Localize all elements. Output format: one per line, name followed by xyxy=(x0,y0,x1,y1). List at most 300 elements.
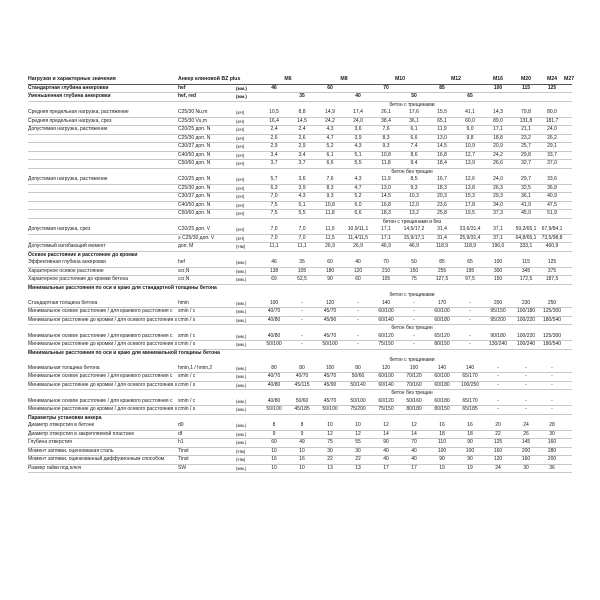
value-cell: 28 xyxy=(549,422,555,429)
row-unit: (мм.) xyxy=(236,407,247,413)
value-cell: 18,8 xyxy=(493,134,503,141)
value-cell: 10,9/11,1 xyxy=(347,226,369,233)
value-cell: 50 xyxy=(411,259,417,266)
value-cell: 30 xyxy=(549,430,555,437)
value-cell: 180 xyxy=(325,267,335,274)
row-label: Диаметр отверстия в закрепляемой пластине xyxy=(28,430,135,437)
value-cell: 50/60 xyxy=(351,373,365,380)
row-symbol: доп. M xyxy=(178,243,194,250)
row-unit: (кН) xyxy=(236,144,245,150)
value-cell: 50/100 xyxy=(350,397,366,404)
value-cell: 13,0 xyxy=(437,134,447,141)
value-cell: 127,5 xyxy=(435,276,449,283)
row-label: Минимальное расстояние до кромки / для осевого расстояния s xyxy=(28,341,178,348)
value-cell: 16 xyxy=(439,422,445,429)
value-cell: 118,9 xyxy=(435,243,449,250)
value-cell: 50/100 xyxy=(266,341,282,348)
value-cell: 345 xyxy=(521,267,531,274)
value-cell: 17,1 xyxy=(381,234,391,241)
value-cell: 40 xyxy=(411,456,417,463)
value-cell: 6,3 xyxy=(270,184,278,191)
table-row xyxy=(28,300,572,308)
value-cell: - xyxy=(357,308,359,315)
value-cell: 150 xyxy=(493,276,503,283)
value-cell: 95/150 xyxy=(490,308,506,315)
value-cell: 80/180 xyxy=(406,406,422,413)
value-cell: 60 xyxy=(271,439,277,446)
value-cell: 60/100 xyxy=(378,373,394,380)
value-cell: 2,4 xyxy=(270,126,278,133)
value-cell: 60 xyxy=(355,276,361,283)
row-unit: (кН) xyxy=(236,118,245,124)
row-unit: (кН) xyxy=(236,177,245,183)
row-symbol: C50/60 доп. N xyxy=(178,210,211,217)
table-row xyxy=(28,184,572,193)
value-cell: 11,8 xyxy=(381,160,391,167)
value-cell: 5,5 xyxy=(354,160,362,167)
value-cell: 160 xyxy=(547,439,557,446)
table-row xyxy=(28,398,572,406)
value-cell: 59,2/65,1 xyxy=(515,226,537,233)
value-cell: 49 xyxy=(299,439,305,446)
section-title: Минимальные расстояния по оси и краю для стандартной толщины бетона xyxy=(28,284,217,291)
value-cell: 60/180 xyxy=(434,316,450,323)
row-symbol: hef, red xyxy=(178,93,197,100)
value-cell: 15,5 xyxy=(437,109,447,116)
row-label: Момент затяжки, оцинкованный диффузионным способом xyxy=(28,456,165,463)
value-cell: 4,3 xyxy=(326,126,334,133)
value-cell: 18 xyxy=(439,430,445,437)
value-cell: 105 xyxy=(381,276,391,283)
condition-note-row xyxy=(28,168,572,176)
value-cell: 4,7 xyxy=(354,184,362,191)
value-cell: - xyxy=(497,373,499,380)
value-cell: 100/240 xyxy=(516,341,536,348)
value-cell: 6,6 xyxy=(326,160,334,167)
value-cell: 105 xyxy=(297,267,307,274)
value-cell: 140 xyxy=(465,364,475,371)
value-cell: 90 xyxy=(383,439,389,446)
value-cell: 45/70 xyxy=(323,308,337,315)
size-m6: M6 xyxy=(284,76,292,83)
value-cell: 80 xyxy=(355,364,361,371)
value-cell: 12 xyxy=(383,422,389,429)
value-cell: 8 xyxy=(300,422,304,429)
value-cell: 65/120 xyxy=(434,332,450,339)
table-row xyxy=(28,143,572,152)
table-row xyxy=(28,210,572,219)
row-unit: (мм.) xyxy=(236,342,247,348)
value-cell: 24 xyxy=(523,422,529,429)
row-label: Эффективная глубина анкеровки xyxy=(28,259,106,266)
value-cell: 80,0 xyxy=(547,109,557,116)
value-cell: 8,6 xyxy=(410,151,418,158)
value-cell: 23,6 xyxy=(437,201,447,208)
row-symbol: C20/25 доп. N xyxy=(178,126,211,133)
value-cell: 19 xyxy=(439,464,445,471)
table-row xyxy=(28,276,572,285)
condition-note: бетон с трещинами xyxy=(389,357,435,364)
value-cell: 45,9 xyxy=(521,210,531,217)
value-cell: 12,6 xyxy=(465,176,475,183)
value-cell: 60 xyxy=(327,259,333,266)
value-cell: - xyxy=(469,299,471,306)
value-cell: 65,1 xyxy=(437,117,447,124)
value-cell: 50/100 xyxy=(322,406,338,413)
value-cell: 18,3 xyxy=(381,210,391,217)
value-cell: 90/180 xyxy=(490,332,506,339)
value-cell: 9,3 xyxy=(326,193,334,200)
value-cell: 13,0 xyxy=(381,184,391,191)
value-cell: 80 xyxy=(299,364,305,371)
row-label xyxy=(28,160,178,169)
value-cell: - xyxy=(413,341,415,348)
row-label xyxy=(28,134,178,143)
table-row xyxy=(28,201,572,210)
value-cell: 2,4 xyxy=(298,126,306,133)
value-cell: 23,6/31,4 xyxy=(459,226,481,233)
value-cell: - xyxy=(525,373,527,380)
row-symbol: cmin / s xyxy=(178,341,196,348)
value-cell: 375 xyxy=(547,267,557,274)
value-cell: 6,1 xyxy=(326,151,334,158)
value-cell: 4,3 xyxy=(298,193,306,200)
value-cell: 45/185 xyxy=(294,406,310,413)
value-cell: - xyxy=(413,308,415,315)
value-cell xyxy=(484,93,512,102)
row-symbol: smin / c xyxy=(178,332,196,339)
value-cell: 70/120 xyxy=(406,373,422,380)
condition-note: бетон без трещин xyxy=(391,325,433,332)
value-cell: 70 xyxy=(383,84,389,91)
value-cell: 37,0 xyxy=(547,160,557,167)
spacer xyxy=(28,218,260,226)
size-m27: M27 xyxy=(564,76,575,83)
value-cell: 11,5 xyxy=(325,234,335,241)
value-cell: 3,7 xyxy=(298,160,306,167)
row-label: Минимальное расстояние до кромки / для осевого расстояния s xyxy=(28,316,178,323)
value-cell: 7,0 xyxy=(298,234,306,241)
value-cell: 230 xyxy=(521,299,531,306)
value-cell: 22 xyxy=(495,430,501,437)
value-cell: 100/250 xyxy=(460,381,480,388)
value-cell: 97,5 xyxy=(465,276,475,283)
condition-note: бетон с трещинами xyxy=(389,101,435,108)
condition-note-row xyxy=(28,325,572,333)
value-cell: 10 xyxy=(299,464,305,471)
value-cell: 196,0 xyxy=(491,243,505,250)
value-cell: 64,8/65,1 xyxy=(515,234,537,241)
value-cell: 40/70 xyxy=(267,308,281,315)
condition-note: бетон без трещин xyxy=(391,168,433,175)
value-cell: 30 xyxy=(327,447,333,454)
row-symbol: C40/50 доп. N xyxy=(178,151,211,158)
value-cell: 13 xyxy=(327,464,333,471)
value-cell: 90 xyxy=(439,456,445,463)
value-cell: 200 xyxy=(547,456,557,463)
value-cell: 41,9 xyxy=(521,201,531,208)
value-cell: 12 xyxy=(355,430,361,437)
value-cell: 145 xyxy=(521,439,531,446)
value-cell: 7,6 xyxy=(382,126,390,133)
table-row xyxy=(28,341,572,350)
table-row xyxy=(28,439,572,448)
row-symbol: C20/25 доп. N xyxy=(178,176,211,183)
value-cell: 17,4 xyxy=(353,109,363,116)
row-unit: (кН) xyxy=(236,235,245,241)
value-cell: 16,8 xyxy=(381,201,391,208)
value-cell: 30 xyxy=(523,464,529,471)
value-cell: 26,2 xyxy=(547,134,557,141)
value-cell: - xyxy=(525,364,527,371)
value-cell: 3,6 xyxy=(298,176,306,183)
value-cell: - xyxy=(301,299,303,306)
row-label: Допустимая нагрузка, срез xyxy=(28,226,91,233)
value-cell xyxy=(372,93,400,102)
row-symbol: C20/25 доп. V xyxy=(178,226,211,233)
value-cell: 25,8 xyxy=(437,210,447,217)
row-unit: (кН) xyxy=(236,152,245,158)
value-cell: 7,0 xyxy=(270,234,278,241)
value-cell: 3,9 xyxy=(354,134,362,141)
value-cell: 8,5 xyxy=(410,176,418,183)
row-label: Минимальное осевое расстояние / для краевого расстояния с xyxy=(28,373,173,380)
value-cell: 60/120 xyxy=(378,397,394,404)
value-cell: 8,8 xyxy=(298,109,306,116)
row-label: Допустимая нагрузка, растяжение xyxy=(28,126,108,133)
row-label: Глубина отверстия xyxy=(28,439,72,446)
value-cell: 9,3 xyxy=(382,143,390,150)
value-cell: 60/140 xyxy=(378,381,394,388)
row-label xyxy=(28,201,178,210)
value-cell: 172,5 xyxy=(519,276,533,283)
value-cell: - xyxy=(551,406,553,413)
value-cell: 10,5 xyxy=(269,109,279,116)
row-label: Допустимый изгибающий момент xyxy=(28,243,106,250)
row-label: Минимальная толщина бетона xyxy=(28,364,100,371)
condition-note-row xyxy=(28,357,572,365)
value-cell: 24,0 xyxy=(547,126,557,133)
row-symbol: C25/30 Vu,m xyxy=(178,117,207,124)
value-cell: 24,2 xyxy=(325,117,335,124)
row-label: Диаметр отверстия в бетоне xyxy=(28,422,95,429)
value-cell: 125 xyxy=(493,439,503,446)
value-cell: 24,2 xyxy=(493,151,503,158)
value-cell: 140 xyxy=(381,299,391,306)
value-cell: - xyxy=(469,332,471,339)
value-cell: 85 xyxy=(439,259,445,266)
row-label: Средняя предельная нагрузка, растяжение xyxy=(28,109,129,116)
value-cell: 40/70 xyxy=(295,373,309,380)
value-cell: - xyxy=(551,364,553,371)
value-cell: 60/100 xyxy=(378,308,394,315)
value-cell: 65/170 xyxy=(462,397,478,404)
table-row xyxy=(28,93,572,102)
spacer xyxy=(28,101,260,109)
row-unit: (кН) xyxy=(236,127,245,133)
value-cell: - xyxy=(357,341,359,348)
value-cell: 75/150 xyxy=(378,341,394,348)
value-cell: 100 xyxy=(325,364,335,371)
value-cell: 2,6 xyxy=(298,134,306,141)
value-cell: 13,8 xyxy=(465,184,475,191)
value-cell: 16,8 xyxy=(437,151,447,158)
value-cell: 4,3 xyxy=(354,176,362,183)
condition-note: бетон с трещинами и без xyxy=(382,218,442,225)
value-cell: 5,2 xyxy=(354,193,362,200)
row-symbol: hef xyxy=(178,259,185,266)
row-symbol: hmin xyxy=(178,299,189,306)
value-cell: 60/180 xyxy=(434,397,450,404)
anchor-name: Анкер клиновой BZ plus xyxy=(178,76,241,83)
value-cell: 3,7 xyxy=(270,160,278,167)
value-cell: 60/180 xyxy=(434,381,450,388)
row-symbol: hmin,1 / hmin,2 xyxy=(178,364,213,371)
spacer xyxy=(28,390,260,398)
section-row xyxy=(28,284,572,292)
value-cell: - xyxy=(301,341,303,348)
row-symbol: C50/60 доп. N xyxy=(178,160,211,167)
value-cell: 11,8 xyxy=(325,210,335,217)
value-cell: 14,5 xyxy=(297,117,307,124)
value-cell: 7,6 xyxy=(326,176,334,183)
value-cell: 14,9 xyxy=(325,109,335,116)
value-cell: 18,4 xyxy=(437,160,447,167)
value-cell: 120 xyxy=(381,364,391,371)
table-row xyxy=(28,226,572,234)
value-cell: 8,3 xyxy=(326,184,334,191)
value-cell: 3,6 xyxy=(354,126,362,133)
table-row xyxy=(28,126,572,135)
row-label: Характерное осевое расстояние xyxy=(28,267,104,274)
value-cell: 75/150 xyxy=(378,406,394,413)
value-cell: 333,1 xyxy=(519,243,533,250)
row-unit: (мм.) xyxy=(236,465,247,471)
value-cell: 20 xyxy=(495,422,501,429)
section-title: Осевое расстояние и расстояние до кромки xyxy=(28,251,138,258)
row-label: Момент затяжки, оценнованая сталь xyxy=(28,447,114,454)
value-cell: 100 xyxy=(269,299,279,306)
value-cell: - xyxy=(301,332,303,339)
value-cell: 40/80 xyxy=(267,316,281,323)
value-cell: 34,0 xyxy=(493,201,503,208)
row-unit: (Нм) xyxy=(236,457,246,463)
value-cell: 5,1 xyxy=(354,151,362,158)
value-cell: 125 xyxy=(547,259,557,266)
value-cell: 5,2 xyxy=(326,143,334,150)
row-symbol: h1 xyxy=(178,439,184,446)
value-cell: 60/100 xyxy=(434,373,450,380)
size-m8: M8 xyxy=(340,76,348,83)
value-cell: 9,4 xyxy=(410,160,418,167)
row-unit: (мм.) xyxy=(236,260,247,266)
table-row xyxy=(28,176,572,184)
row-label: Размер гайки под ключ xyxy=(28,464,82,471)
row-symbol: smin / c xyxy=(178,397,196,404)
value-cell: 8 xyxy=(272,422,276,429)
value-cell: 138 xyxy=(269,267,279,274)
value-cell: - xyxy=(497,364,499,371)
value-cell: 65/185 xyxy=(462,406,478,413)
datasheet xyxy=(28,76,575,473)
value-cell: 14 xyxy=(383,430,389,437)
value-cell: 80/150 xyxy=(434,406,450,413)
size-m16: M16 xyxy=(492,76,504,83)
value-cell: - xyxy=(357,316,359,323)
value-cell: 12 xyxy=(327,430,333,437)
table-row xyxy=(28,193,572,202)
value-cell: 10,3 xyxy=(409,193,419,200)
value-cell: 25,7 xyxy=(521,143,531,150)
value-cell xyxy=(540,93,564,102)
value-cell: 8,3 xyxy=(382,134,390,141)
condition-note-row xyxy=(28,101,572,109)
row-unit: (кН) xyxy=(236,202,245,208)
row-label: Минимальное расстояние до кромки / для осевого расстояния s xyxy=(28,406,178,413)
value-cell: 3,4 xyxy=(270,151,278,158)
value-cell: 46,9 xyxy=(381,243,391,250)
value-cell: 115 xyxy=(521,84,531,91)
row-unit: (мм.) xyxy=(236,365,247,371)
value-cell: 181,7 xyxy=(545,117,559,124)
row-unit: (мм.) xyxy=(236,431,247,437)
value-cell: 60 xyxy=(327,84,333,91)
value-cell: 6,6 xyxy=(354,210,362,217)
value-cell: 31,4 xyxy=(437,234,447,241)
value-cell: 200 xyxy=(493,299,503,306)
value-cell: 45/90 xyxy=(323,316,337,323)
table-row xyxy=(28,422,572,430)
value-cell: 125/300 xyxy=(542,332,562,339)
value-cell: 40 xyxy=(355,259,361,266)
value-cell: 60,0 xyxy=(465,117,475,124)
value-cell: 90 xyxy=(327,276,333,283)
value-cell: 60/140 xyxy=(378,316,394,323)
value-cell: 85 xyxy=(439,84,445,91)
value-cell: 40/80 xyxy=(267,332,281,339)
row-unit: (мм.) xyxy=(236,85,247,91)
value-cell: 26,9 xyxy=(325,243,335,250)
row-unit: (мм.) xyxy=(236,309,247,315)
value-cell xyxy=(260,93,288,102)
value-cell: 14,5 xyxy=(437,143,447,150)
value-cell: 26,1 xyxy=(381,109,391,116)
row-label xyxy=(28,143,178,152)
value-cell: - xyxy=(525,406,527,413)
value-cell: - xyxy=(413,299,415,306)
value-cell: 110 xyxy=(438,439,446,446)
table-row xyxy=(28,406,572,415)
value-cell: 67,9/84,1 xyxy=(541,226,563,233)
value-cell: 100 xyxy=(493,84,503,91)
row-label: Минимальное осевое расстояние / для краевого расстояния с xyxy=(28,332,173,339)
value-cell: 29,3 xyxy=(493,193,503,200)
value-cell: 70/160 xyxy=(406,381,422,388)
row-unit: (кН) xyxy=(236,211,245,217)
table-row xyxy=(28,447,572,456)
value-cell: 40/80 xyxy=(267,397,281,404)
value-cell: 150 xyxy=(409,267,419,274)
value-cell: - xyxy=(525,397,527,404)
value-cell: 33,6 xyxy=(547,176,557,183)
value-cell: 70 xyxy=(383,259,389,266)
row-symbol: C30/37 доп. N xyxy=(178,193,211,200)
row-unit: (мм.) xyxy=(236,268,247,274)
value-cell: 7,5 xyxy=(270,210,278,217)
value-cell: 36,8 xyxy=(547,184,557,191)
value-cell: - xyxy=(357,332,359,339)
row-unit: (мм.) xyxy=(236,382,247,388)
